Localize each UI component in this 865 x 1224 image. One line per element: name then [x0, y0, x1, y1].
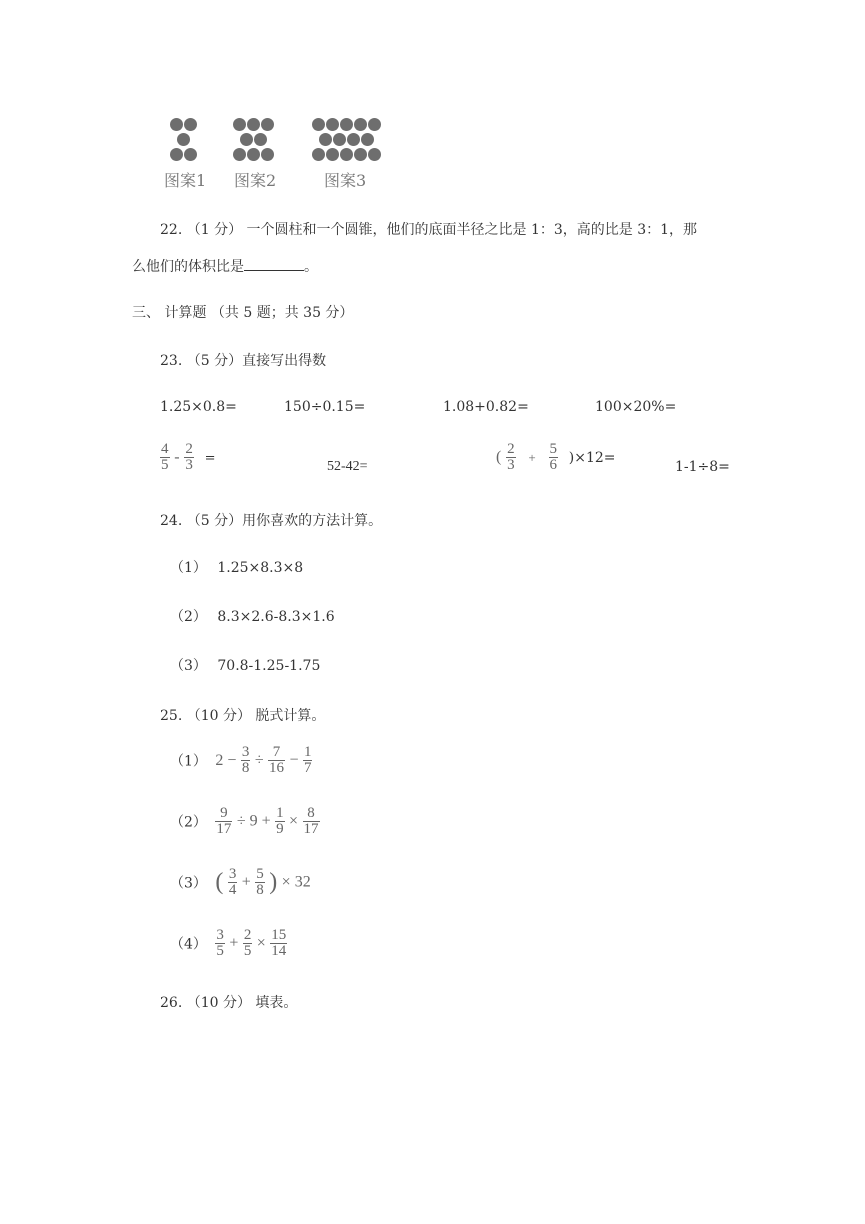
item-expression: 70.8-1.25-1.75: [217, 658, 321, 674]
numerator: 3: [228, 866, 237, 882]
item-expression: 1.25×8.3×8: [217, 560, 304, 576]
fraction: [268, 745, 285, 776]
q23-r1-d: 100×20%=: [595, 399, 677, 415]
expression-part: × 32: [281, 873, 311, 891]
numerator: 1: [303, 744, 312, 760]
fraction: [215, 806, 232, 837]
dot: [170, 148, 183, 161]
operator: ×: [256, 934, 266, 952]
expression-part: 2 −: [215, 751, 237, 769]
item-label: （2）: [170, 814, 207, 831]
item-label: （4）: [170, 936, 207, 953]
fraction: [275, 806, 285, 837]
dot: [184, 118, 197, 131]
q25-item-1: [170, 745, 312, 776]
denominator: 17: [303, 821, 319, 837]
operator: +: [229, 934, 239, 952]
item-label: （3）: [170, 658, 207, 674]
q23-r2-a: [160, 442, 216, 473]
operator: -: [174, 448, 180, 466]
q25-item-2: [170, 806, 320, 837]
q23-r1-a: 1.25×0.8=: [160, 399, 237, 415]
denominator: 3: [507, 457, 515, 473]
operator: ÷: [254, 751, 264, 769]
dot: [333, 133, 346, 146]
dot: [326, 148, 339, 161]
fraction: [241, 745, 251, 776]
numerator: 1: [276, 805, 284, 821]
denominator: 5: [216, 943, 224, 959]
expression-part: ÷ 9 +: [236, 812, 271, 830]
dot-pattern-figure: [160, 112, 400, 192]
dot: [177, 133, 190, 146]
q24-title: 24. （5 分）用你喜欢的方法计算。: [160, 513, 383, 529]
q24-item-2: [170, 606, 335, 626]
q25-item-3: [170, 867, 311, 898]
dot: [240, 133, 253, 146]
numerator: 9: [215, 806, 232, 822]
q22-line1: 22. （1 分） 一个圆柱和一个圆锥，他们的底面半径之比是 1：3，高的比是 3：1，那: [160, 222, 698, 238]
q22-line2-suffix: 。: [304, 259, 318, 275]
item-label: （3）: [170, 875, 207, 892]
numerator: 2: [185, 441, 193, 457]
denominator: 16: [269, 760, 285, 776]
item-label: （2）: [170, 609, 207, 625]
equals: =: [204, 450, 216, 466]
q23-r1-c: 1.08+0.82=: [443, 399, 529, 415]
paren-open: (: [496, 448, 502, 466]
q23-r1-b: 150÷0.15=: [284, 399, 366, 415]
dot: [347, 133, 360, 146]
dot: [354, 148, 367, 161]
dot: [254, 133, 267, 146]
dot: [354, 118, 367, 131]
numerator: 2: [243, 927, 252, 943]
denominator: 6: [549, 457, 558, 473]
operator: ×: [289, 812, 299, 830]
dot: [361, 133, 374, 146]
dot: [247, 118, 260, 131]
dot: [368, 148, 381, 161]
denominator: 5: [161, 457, 169, 473]
item-expression: 8.3×2.6-8.3×1.6: [217, 609, 335, 625]
q24-item-1: [170, 557, 303, 577]
q22-line2: [132, 256, 318, 276]
expression-tail: )×12=: [568, 449, 616, 466]
numerator: 4: [161, 441, 169, 457]
dot: [319, 133, 332, 146]
numerator: 5: [549, 441, 558, 457]
denominator: 5: [243, 943, 252, 959]
denominator: 14: [271, 943, 287, 959]
paren-open: (: [215, 869, 224, 895]
denominator: 8: [241, 760, 250, 776]
q25-title: 25. （10 分） 脱式计算。: [160, 708, 326, 724]
dot: [170, 118, 183, 131]
dot: [184, 148, 197, 161]
numerator: 5: [256, 866, 264, 882]
section-title: 三、 计算题 （共 5 题；共 35 分）: [132, 305, 354, 321]
fraction: [506, 442, 516, 473]
numerator: 8: [303, 806, 320, 822]
denominator: 8: [256, 882, 264, 898]
dot: [233, 118, 246, 131]
denominator: 4: [228, 882, 237, 898]
numerator: 3: [241, 744, 250, 760]
item-label: （1）: [170, 560, 207, 576]
fraction: [215, 928, 225, 959]
dot: [326, 118, 339, 131]
item-label: （1）: [170, 753, 207, 770]
fraction: [270, 928, 287, 959]
q23-r2-d: 1-1÷8=: [675, 459, 730, 475]
numerator: 15: [271, 927, 287, 943]
dot: [368, 118, 381, 131]
denominator: 9: [276, 821, 284, 837]
q25-item-4: [170, 928, 287, 959]
operator: +: [241, 873, 251, 891]
fraction: [228, 867, 238, 898]
numerator: 3: [216, 927, 224, 943]
dot: [261, 118, 274, 131]
operator: +: [528, 449, 536, 465]
figure-caption-1: 图案1: [164, 171, 207, 190]
q22-line2-prefix: 么他们的体积比是: [132, 259, 244, 275]
fraction: [255, 867, 265, 898]
fraction: [303, 806, 320, 837]
q23-title: 23. （5 分）直接写出得数: [160, 353, 327, 369]
fraction: [160, 442, 170, 473]
denominator: 7: [303, 760, 312, 776]
q26-title: 26. （10 分） 填表。: [160, 995, 298, 1011]
dot: [312, 118, 325, 131]
q24-item-3: [170, 655, 320, 675]
q23-r2-b: 52-42=: [327, 459, 368, 474]
operator: −: [289, 751, 299, 769]
dot: [247, 148, 260, 161]
denominator: 3: [185, 457, 193, 473]
numerator: 7: [268, 745, 285, 761]
dot: [340, 148, 353, 161]
figure-caption-2: 图案2: [234, 171, 277, 190]
fraction: [549, 442, 559, 473]
denominator: 17: [216, 821, 232, 837]
dot: [261, 148, 274, 161]
dot: [233, 148, 246, 161]
answer-blank[interactable]: [244, 258, 304, 271]
fraction: [184, 442, 194, 473]
dot: [340, 118, 353, 131]
paren-close: ): [269, 869, 278, 895]
q23-r2-c: [496, 442, 616, 473]
fraction: [243, 928, 253, 959]
fraction: [303, 745, 313, 776]
figure-caption-3: 图案3: [324, 171, 367, 190]
dot: [312, 148, 325, 161]
numerator: 2: [507, 441, 515, 457]
